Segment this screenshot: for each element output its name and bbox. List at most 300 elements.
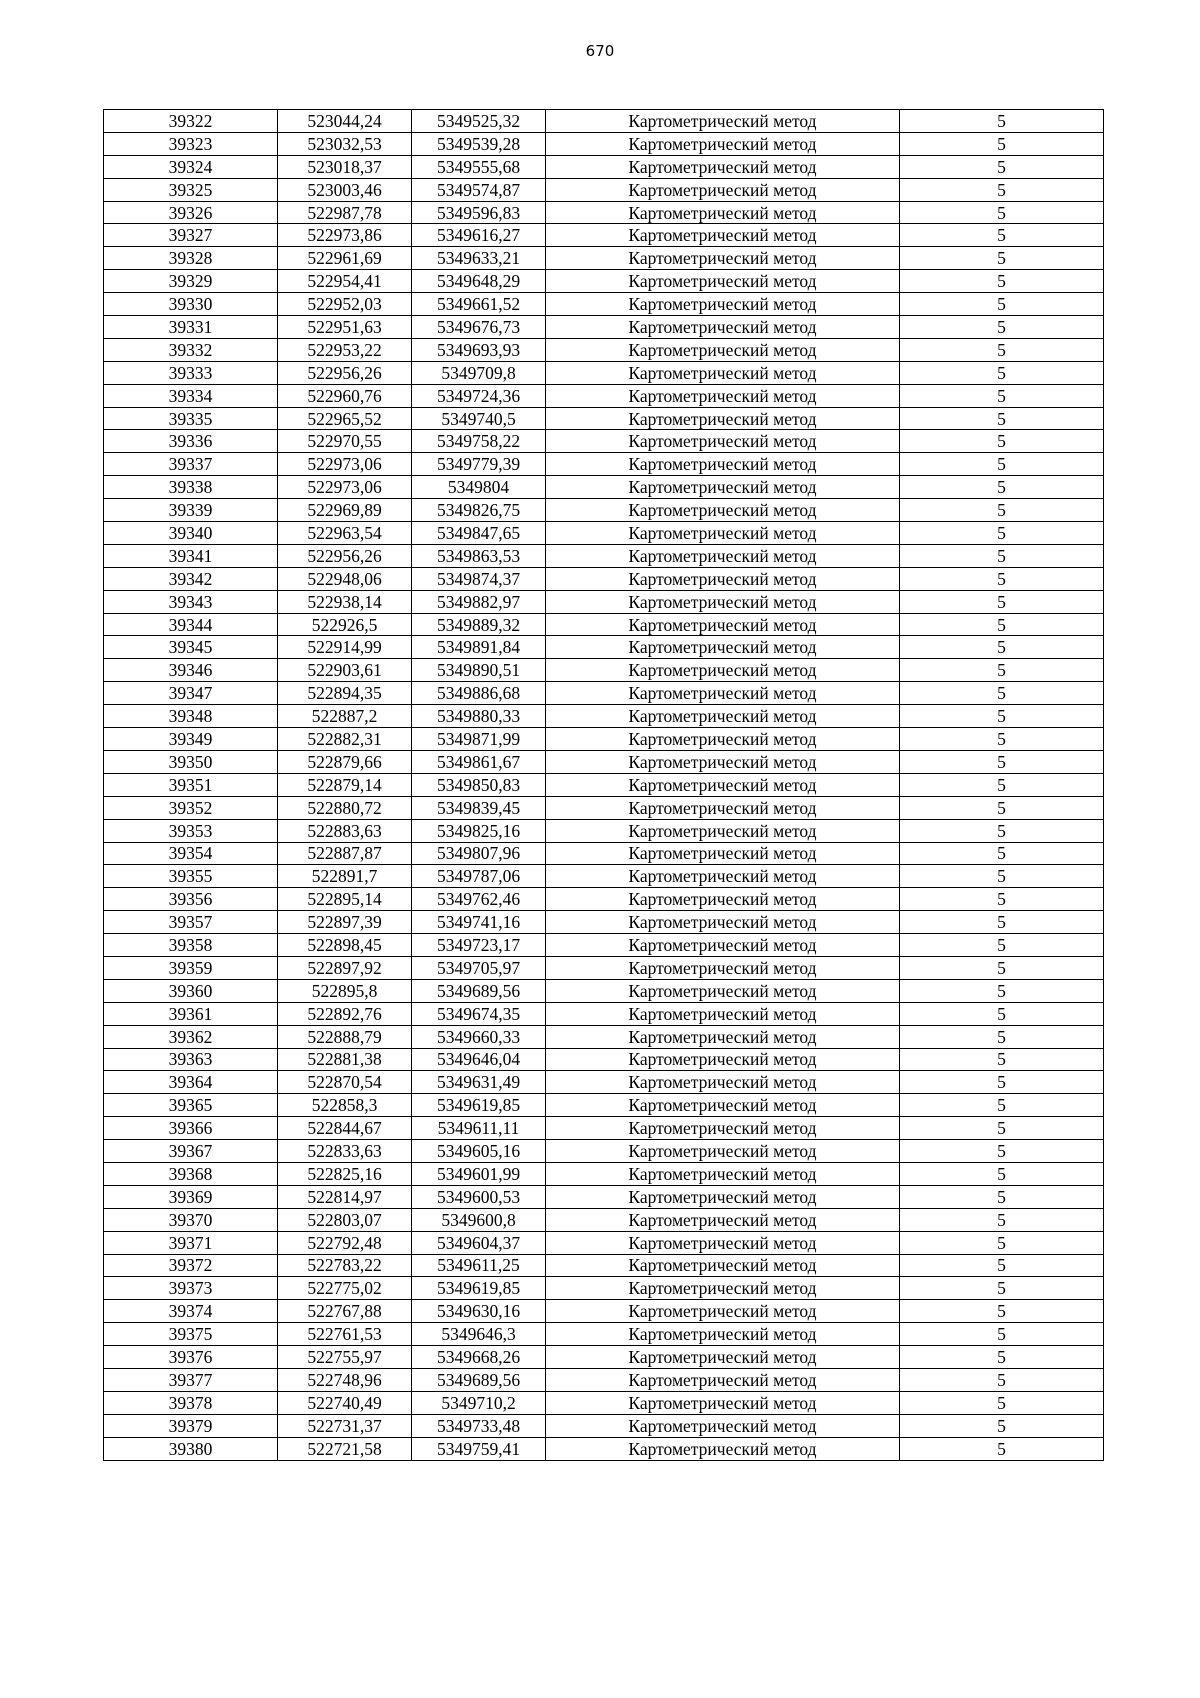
x-coordinate-cell: 522755,97	[278, 1346, 412, 1369]
point-number-cell: 39328	[104, 247, 278, 270]
x-coordinate-cell: 523003,46	[278, 178, 412, 201]
table-row	[104, 338, 1104, 361]
method-cell: Картометрический метод	[546, 1277, 900, 1300]
table-row	[104, 865, 1104, 888]
y-coordinate-cell: 5349807,96	[412, 842, 546, 865]
accuracy-cell: 5	[900, 407, 1104, 430]
method-cell: Картометрический метод	[546, 201, 900, 224]
point-number-cell: 39335	[104, 407, 278, 430]
y-coordinate-cell: 5349611,25	[412, 1254, 546, 1277]
point-number-cell: 39358	[104, 934, 278, 957]
y-coordinate-cell: 5349676,73	[412, 316, 546, 339]
table-row	[104, 1414, 1104, 1437]
point-number-cell: 39337	[104, 453, 278, 476]
method-cell: Картометрический метод	[546, 499, 900, 522]
table-row	[104, 178, 1104, 201]
method-cell: Картометрический метод	[546, 934, 900, 957]
accuracy-cell: 5	[900, 247, 1104, 270]
y-coordinate-cell: 5349574,87	[412, 178, 546, 201]
method-cell: Картометрический метод	[546, 956, 900, 979]
point-number-cell: 39331	[104, 316, 278, 339]
point-number-cell: 39351	[104, 773, 278, 796]
y-coordinate-cell: 5349646,04	[412, 1048, 546, 1071]
table-row	[104, 1002, 1104, 1025]
accuracy-cell: 5	[900, 544, 1104, 567]
accuracy-cell: 5	[900, 361, 1104, 384]
y-coordinate-cell: 5349633,21	[412, 247, 546, 270]
table-row	[104, 384, 1104, 407]
point-number-cell: 39370	[104, 1208, 278, 1231]
table-row	[104, 1094, 1104, 1117]
point-number-cell: 39374	[104, 1300, 278, 1323]
accuracy-cell: 5	[900, 796, 1104, 819]
y-coordinate-cell: 5349619,85	[412, 1277, 546, 1300]
accuracy-cell: 5	[900, 705, 1104, 728]
point-number-cell: 39379	[104, 1414, 278, 1437]
y-coordinate-cell: 5349741,16	[412, 911, 546, 934]
y-coordinate-cell: 5349605,16	[412, 1140, 546, 1163]
point-number-cell: 39352	[104, 796, 278, 819]
method-cell: Картометрический метод	[546, 224, 900, 247]
accuracy-cell: 5	[900, 911, 1104, 934]
y-coordinate-cell: 5349889,32	[412, 613, 546, 636]
method-cell: Картометрический метод	[546, 1140, 900, 1163]
method-cell: Картометрический метод	[546, 453, 900, 476]
table-row	[104, 247, 1104, 270]
y-coordinate-cell: 5349880,33	[412, 705, 546, 728]
point-number-cell: 39344	[104, 613, 278, 636]
x-coordinate-cell: 522969,89	[278, 499, 412, 522]
method-cell: Картометрический метод	[546, 613, 900, 636]
x-coordinate-cell: 522973,86	[278, 224, 412, 247]
method-cell: Картометрический метод	[546, 407, 900, 430]
y-coordinate-cell: 5349611,11	[412, 1117, 546, 1140]
y-coordinate-cell: 5349600,53	[412, 1185, 546, 1208]
table-row	[104, 1277, 1104, 1300]
accuracy-cell: 5	[900, 224, 1104, 247]
table-row	[104, 1323, 1104, 1346]
y-coordinate-cell: 5349710,2	[412, 1391, 546, 1414]
accuracy-cell: 5	[900, 1254, 1104, 1277]
x-coordinate-cell: 522858,3	[278, 1094, 412, 1117]
table-row	[104, 499, 1104, 522]
method-cell: Картометрический метод	[546, 1414, 900, 1437]
point-number-cell: 39366	[104, 1117, 278, 1140]
table-row	[104, 842, 1104, 865]
x-coordinate-cell: 522814,97	[278, 1185, 412, 1208]
accuracy-cell: 5	[900, 430, 1104, 453]
x-coordinate-cell: 522897,92	[278, 956, 412, 979]
table-row	[104, 201, 1104, 224]
accuracy-cell: 5	[900, 865, 1104, 888]
y-coordinate-cell: 5349759,41	[412, 1437, 546, 1460]
accuracy-cell: 5	[900, 316, 1104, 339]
method-cell: Картометрический метод	[546, 1254, 900, 1277]
table-row	[104, 1437, 1104, 1460]
y-coordinate-cell: 5349689,56	[412, 1368, 546, 1391]
point-number-cell: 39322	[104, 110, 278, 133]
y-coordinate-cell: 5349525,32	[412, 110, 546, 133]
method-cell: Картометрический метод	[546, 476, 900, 499]
table-row	[104, 1071, 1104, 1094]
method-cell: Картометрический метод	[546, 1002, 900, 1025]
point-number-cell: 39346	[104, 659, 278, 682]
table-row	[104, 613, 1104, 636]
point-number-cell: 39378	[104, 1391, 278, 1414]
table-row	[104, 453, 1104, 476]
x-coordinate-cell: 522897,39	[278, 911, 412, 934]
y-coordinate-cell: 5349539,28	[412, 132, 546, 155]
y-coordinate-cell: 5349596,83	[412, 201, 546, 224]
point-number-cell: 39359	[104, 956, 278, 979]
method-cell: Картометрический метод	[546, 773, 900, 796]
x-coordinate-cell: 522879,14	[278, 773, 412, 796]
y-coordinate-cell: 5349740,5	[412, 407, 546, 430]
x-coordinate-cell: 522731,37	[278, 1414, 412, 1437]
x-coordinate-cell: 522948,06	[278, 567, 412, 590]
table-row	[104, 1140, 1104, 1163]
accuracy-cell: 5	[900, 499, 1104, 522]
point-number-cell: 39325	[104, 178, 278, 201]
table-row	[104, 636, 1104, 659]
point-number-cell: 39336	[104, 430, 278, 453]
method-cell: Картометрический метод	[546, 636, 900, 659]
y-coordinate-cell: 5349723,17	[412, 934, 546, 957]
x-coordinate-cell: 522803,07	[278, 1208, 412, 1231]
table-row	[104, 979, 1104, 1002]
table-row	[104, 705, 1104, 728]
table-row	[104, 888, 1104, 911]
point-number-cell: 39334	[104, 384, 278, 407]
x-coordinate-cell: 522895,8	[278, 979, 412, 1002]
x-coordinate-cell: 522748,96	[278, 1368, 412, 1391]
table-row	[104, 1231, 1104, 1254]
method-cell: Картометрический метод	[546, 979, 900, 1002]
method-cell: Картометрический метод	[546, 888, 900, 911]
x-coordinate-cell: 522767,88	[278, 1300, 412, 1323]
accuracy-cell: 5	[900, 590, 1104, 613]
table-row	[104, 1162, 1104, 1185]
accuracy-cell: 5	[900, 682, 1104, 705]
y-coordinate-cell: 5349724,36	[412, 384, 546, 407]
accuracy-cell: 5	[900, 1117, 1104, 1140]
y-coordinate-cell: 5349787,06	[412, 865, 546, 888]
y-coordinate-cell: 5349689,56	[412, 979, 546, 1002]
point-number-cell: 39342	[104, 567, 278, 590]
accuracy-cell: 5	[900, 1437, 1104, 1460]
method-cell: Картометрический метод	[546, 1208, 900, 1231]
x-coordinate-cell: 522963,54	[278, 522, 412, 545]
accuracy-cell: 5	[900, 1414, 1104, 1437]
method-cell: Картометрический метод	[546, 316, 900, 339]
method-cell: Картометрический метод	[546, 865, 900, 888]
table-row	[104, 1300, 1104, 1323]
accuracy-cell: 5	[900, 1391, 1104, 1414]
accuracy-cell: 5	[900, 1300, 1104, 1323]
accuracy-cell: 5	[900, 132, 1104, 155]
point-number-cell: 39332	[104, 338, 278, 361]
y-coordinate-cell: 5349604,37	[412, 1231, 546, 1254]
accuracy-cell: 5	[900, 613, 1104, 636]
accuracy-cell: 5	[900, 1025, 1104, 1048]
y-coordinate-cell: 5349693,93	[412, 338, 546, 361]
x-coordinate-cell: 522973,06	[278, 453, 412, 476]
x-coordinate-cell: 522888,79	[278, 1025, 412, 1048]
method-cell: Картометрический метод	[546, 1391, 900, 1414]
y-coordinate-cell: 5349762,46	[412, 888, 546, 911]
y-coordinate-cell: 5349758,22	[412, 430, 546, 453]
method-cell: Картометрический метод	[546, 1323, 900, 1346]
x-coordinate-cell: 522740,49	[278, 1391, 412, 1414]
accuracy-cell: 5	[900, 201, 1104, 224]
x-coordinate-cell: 522880,72	[278, 796, 412, 819]
x-coordinate-cell: 522894,35	[278, 682, 412, 705]
point-number-cell: 39375	[104, 1323, 278, 1346]
accuracy-cell: 5	[900, 1346, 1104, 1369]
x-coordinate-cell: 522951,63	[278, 316, 412, 339]
y-coordinate-cell: 5349709,8	[412, 361, 546, 384]
x-coordinate-cell: 522883,63	[278, 819, 412, 842]
table-row	[104, 567, 1104, 590]
y-coordinate-cell: 5349555,68	[412, 155, 546, 178]
point-number-cell: 39350	[104, 750, 278, 773]
accuracy-cell: 5	[900, 773, 1104, 796]
accuracy-cell: 5	[900, 1162, 1104, 1185]
method-cell: Картометрический метод	[546, 384, 900, 407]
accuracy-cell: 5	[900, 338, 1104, 361]
x-coordinate-cell: 522965,52	[278, 407, 412, 430]
method-cell: Картометрический метод	[546, 1185, 900, 1208]
x-coordinate-cell: 522792,48	[278, 1231, 412, 1254]
table-row	[104, 155, 1104, 178]
method-cell: Картометрический метод	[546, 1117, 900, 1140]
y-coordinate-cell: 5349668,26	[412, 1346, 546, 1369]
point-number-cell: 39330	[104, 293, 278, 316]
x-coordinate-cell: 522761,53	[278, 1323, 412, 1346]
method-cell: Картометрический метод	[546, 1231, 900, 1254]
x-coordinate-cell: 522898,45	[278, 934, 412, 957]
point-number-cell: 39333	[104, 361, 278, 384]
accuracy-cell: 5	[900, 384, 1104, 407]
y-coordinate-cell: 5349847,65	[412, 522, 546, 545]
y-coordinate-cell: 5349601,99	[412, 1162, 546, 1185]
x-coordinate-cell: 522961,69	[278, 247, 412, 270]
y-coordinate-cell: 5349661,52	[412, 293, 546, 316]
x-coordinate-cell: 522970,55	[278, 430, 412, 453]
point-number-cell: 39338	[104, 476, 278, 499]
accuracy-cell: 5	[900, 270, 1104, 293]
x-coordinate-cell: 522844,67	[278, 1117, 412, 1140]
table-row	[104, 750, 1104, 773]
point-number-cell: 39348	[104, 705, 278, 728]
method-cell: Картометрический метод	[546, 705, 900, 728]
accuracy-cell: 5	[900, 979, 1104, 1002]
table-row	[104, 522, 1104, 545]
table-row	[104, 1048, 1104, 1071]
method-cell: Картометрический метод	[546, 110, 900, 133]
point-number-cell: 39356	[104, 888, 278, 911]
y-coordinate-cell: 5349631,49	[412, 1071, 546, 1094]
accuracy-cell: 5	[900, 842, 1104, 865]
method-cell: Картометрический метод	[546, 1048, 900, 1071]
x-coordinate-cell: 522870,54	[278, 1071, 412, 1094]
point-number-cell: 39360	[104, 979, 278, 1002]
accuracy-cell: 5	[900, 659, 1104, 682]
x-coordinate-cell: 522881,38	[278, 1048, 412, 1071]
x-coordinate-cell: 522973,06	[278, 476, 412, 499]
x-coordinate-cell: 522987,78	[278, 201, 412, 224]
method-cell: Картометрический метод	[546, 682, 900, 705]
method-cell: Картометрический метод	[546, 728, 900, 751]
x-coordinate-cell: 522833,63	[278, 1140, 412, 1163]
x-coordinate-cell: 522926,5	[278, 613, 412, 636]
method-cell: Картометрический метод	[546, 544, 900, 567]
x-coordinate-cell: 523032,53	[278, 132, 412, 155]
method-cell: Картометрический метод	[546, 1162, 900, 1185]
y-coordinate-cell: 5349619,85	[412, 1094, 546, 1117]
x-coordinate-cell: 523044,24	[278, 110, 412, 133]
y-coordinate-cell: 5349874,37	[412, 567, 546, 590]
table-row	[104, 476, 1104, 499]
accuracy-cell: 5	[900, 522, 1104, 545]
point-number-cell: 39380	[104, 1437, 278, 1460]
method-cell: Картометрический метод	[546, 567, 900, 590]
y-coordinate-cell: 5349886,68	[412, 682, 546, 705]
point-number-cell: 39365	[104, 1094, 278, 1117]
y-coordinate-cell: 5349674,35	[412, 1002, 546, 1025]
y-coordinate-cell: 5349890,51	[412, 659, 546, 682]
accuracy-cell: 5	[900, 956, 1104, 979]
method-cell: Картометрический метод	[546, 132, 900, 155]
accuracy-cell: 5	[900, 1185, 1104, 1208]
point-number-cell: 39368	[104, 1162, 278, 1185]
method-cell: Картометрический метод	[546, 1094, 900, 1117]
x-coordinate-cell: 522882,31	[278, 728, 412, 751]
x-coordinate-cell: 522960,76	[278, 384, 412, 407]
x-coordinate-cell: 522721,58	[278, 1437, 412, 1460]
point-number-cell: 39339	[104, 499, 278, 522]
method-cell: Картометрический метод	[546, 1300, 900, 1323]
x-coordinate-cell: 522825,16	[278, 1162, 412, 1185]
y-coordinate-cell: 5349630,16	[412, 1300, 546, 1323]
x-coordinate-cell: 522879,66	[278, 750, 412, 773]
y-coordinate-cell: 5349705,97	[412, 956, 546, 979]
accuracy-cell: 5	[900, 934, 1104, 957]
x-coordinate-cell: 522892,76	[278, 1002, 412, 1025]
table-row	[104, 1391, 1104, 1414]
point-number-cell: 39371	[104, 1231, 278, 1254]
y-coordinate-cell: 5349863,53	[412, 544, 546, 567]
accuracy-cell: 5	[900, 1140, 1104, 1163]
method-cell: Картометрический метод	[546, 430, 900, 453]
x-coordinate-cell: 522954,41	[278, 270, 412, 293]
table-row	[104, 407, 1104, 430]
y-coordinate-cell: 5349779,39	[412, 453, 546, 476]
y-coordinate-cell: 5349871,99	[412, 728, 546, 751]
point-number-cell: 39361	[104, 1002, 278, 1025]
accuracy-cell: 5	[900, 1277, 1104, 1300]
table-row	[104, 956, 1104, 979]
method-cell: Картометрический метод	[546, 911, 900, 934]
table-row	[104, 293, 1104, 316]
point-number-cell: 39376	[104, 1346, 278, 1369]
x-coordinate-cell: 522956,26	[278, 544, 412, 567]
point-number-cell: 39329	[104, 270, 278, 293]
accuracy-cell: 5	[900, 636, 1104, 659]
point-number-cell: 39363	[104, 1048, 278, 1071]
table-row	[104, 1346, 1104, 1369]
table-row	[104, 110, 1104, 133]
point-number-cell: 39327	[104, 224, 278, 247]
point-number-cell: 39341	[104, 544, 278, 567]
y-coordinate-cell: 5349616,27	[412, 224, 546, 247]
table-row	[104, 911, 1104, 934]
method-cell: Картометрический метод	[546, 178, 900, 201]
table-row	[104, 682, 1104, 705]
table-row	[104, 224, 1104, 247]
point-number-cell: 39323	[104, 132, 278, 155]
point-number-cell: 39377	[104, 1368, 278, 1391]
y-coordinate-cell: 5349850,83	[412, 773, 546, 796]
accuracy-cell: 5	[900, 476, 1104, 499]
page-number: 670	[585, 42, 615, 60]
point-number-cell: 39353	[104, 819, 278, 842]
point-number-cell: 39345	[104, 636, 278, 659]
method-cell: Картометрический метод	[546, 270, 900, 293]
x-coordinate-cell: 522775,02	[278, 1277, 412, 1300]
table-row	[104, 1117, 1104, 1140]
x-coordinate-cell: 522956,26	[278, 361, 412, 384]
accuracy-cell: 5	[900, 155, 1104, 178]
x-coordinate-cell: 522887,2	[278, 705, 412, 728]
table-row	[104, 361, 1104, 384]
table-row	[104, 270, 1104, 293]
method-cell: Картометрический метод	[546, 247, 900, 270]
table-row	[104, 590, 1104, 613]
y-coordinate-cell: 5349891,84	[412, 636, 546, 659]
table-row	[104, 1368, 1104, 1391]
method-cell: Картометрический метод	[546, 842, 900, 865]
x-coordinate-cell: 522895,14	[278, 888, 412, 911]
y-coordinate-cell: 5349882,97	[412, 590, 546, 613]
accuracy-cell: 5	[900, 453, 1104, 476]
accuracy-cell: 5	[900, 1002, 1104, 1025]
table-row	[104, 1254, 1104, 1277]
table-row	[104, 1025, 1104, 1048]
point-number-cell: 39367	[104, 1140, 278, 1163]
point-number-cell: 39354	[104, 842, 278, 865]
table-row	[104, 659, 1104, 682]
method-cell: Картометрический метод	[546, 659, 900, 682]
y-coordinate-cell: 5349825,16	[412, 819, 546, 842]
accuracy-cell: 5	[900, 1071, 1104, 1094]
x-coordinate-cell: 522903,61	[278, 659, 412, 682]
x-coordinate-cell: 523018,37	[278, 155, 412, 178]
table-row	[104, 934, 1104, 957]
accuracy-cell: 5	[900, 567, 1104, 590]
accuracy-cell: 5	[900, 888, 1104, 911]
point-number-cell: 39326	[104, 201, 278, 224]
method-cell: Картометрический метод	[546, 796, 900, 819]
accuracy-cell: 5	[900, 293, 1104, 316]
point-number-cell: 39373	[104, 1277, 278, 1300]
table-row	[104, 819, 1104, 842]
accuracy-cell: 5	[900, 178, 1104, 201]
point-number-cell: 39355	[104, 865, 278, 888]
accuracy-cell: 5	[900, 1368, 1104, 1391]
accuracy-cell: 5	[900, 750, 1104, 773]
table-row	[104, 316, 1104, 339]
